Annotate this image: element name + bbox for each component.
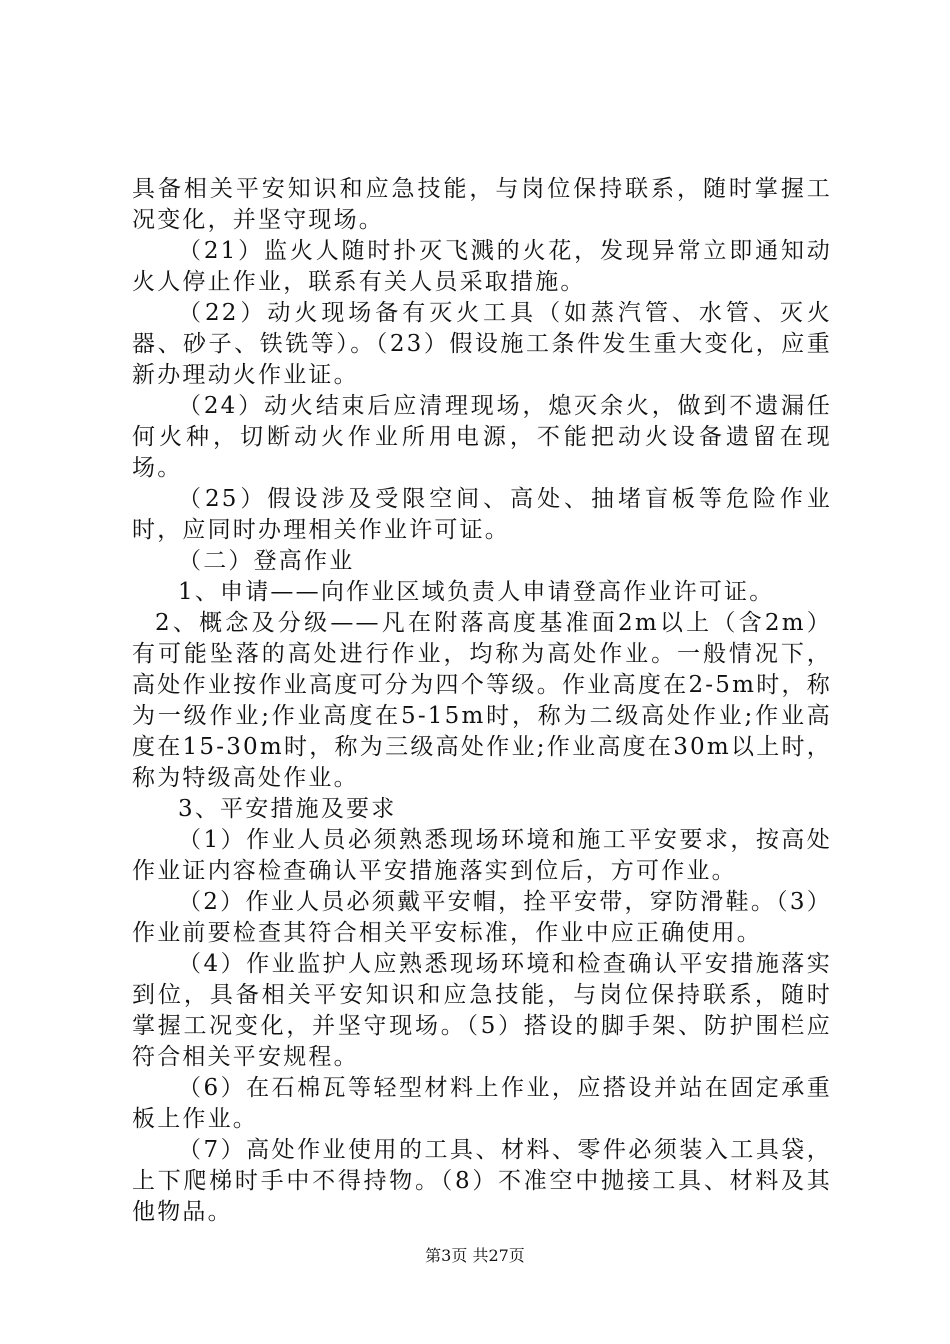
paragraph-measure-4-5: （4）作业监护人应熟悉现场环境和检查确认平安措施落实到位，具备相关平安知识和应急技能，与岗位保持联系，随时掌握工况变化，并坚守现场。（5）搭设的脚手架、防护围栏应符合相关平安规程。	[132, 951, 832, 1070]
paragraph-continuation: 具备相关平安知识和应急技能，与岗位保持联系，随时掌握工况变化，并坚守现场。	[132, 176, 832, 233]
paragraph-concept-grading: 2、概念及分级——凡在附落高度基准面2m以上（含2m）有可能坠落的高处进行作业，均称为高处作业。一般情况下，高处作业按作业高度可分为四个等级。作业高度在2-5m时，称为一级作业;作业高度在5-15m时，称为二级高处作业;作业高度在15-30m时，称为三级高处作业;作业高度在30m以上时，称为特级高处作业。	[132, 610, 832, 791]
paragraph-item-25: （25）假设涉及受限空间、高处、抽堵盲板等危险作业时，应同时办理相关作业许可证。	[132, 486, 832, 543]
paragraph-measure-7-8: （7）高处作业使用的工具、材料、零件必须装入工具袋，上下爬梯时手中不得持物。（8）不准空中抛接工具、材料及其他物品。	[132, 1137, 832, 1225]
paragraph-item-22-23: （22）动火现场备有灭火工具（如蒸汽管、水管、灭火器、砂子、铁铣等）。（23）假设施工条件发生重大变化，应重新办理动火作业证。	[132, 300, 832, 388]
paragraph-measure-6: （6）在石棉瓦等轻型材料上作业，应搭设并站在固定承重板上作业。	[132, 1075, 832, 1132]
section-heading-climbing: （二）登高作业	[178, 548, 355, 574]
paragraph-application: 1、申请——向作业区域负责人申请登高作业许可证。	[178, 579, 775, 605]
paragraph-item-21: （21）监火人随时扑灭飞溅的火花，发现异常立即通知动火人停止作业，联系有关人员采取措施。	[132, 238, 832, 295]
page-footer	[0, 1243, 950, 1266]
page-number: 第3页 共27页	[425, 1246, 525, 1265]
paragraph-item-24: （24）动火结束后应清理现场，熄灭余火，做到不遗漏任何火种，切断动火作业所用电源，不能把动火设备遗留在现场。	[132, 393, 832, 481]
paragraph-measure-1: （1）作业人员必须熟悉现场环境和施工平安要求，按高处作业证内容检查确认平安措施落实到位后，方可作业。	[132, 827, 832, 884]
paragraph-measure-2-3: （2）作业人员必须戴平安帽，拴平安带，穿防滑鞋。（3）作业前要检查其符合相关平安标准，作业中应正确使用。	[132, 889, 832, 946]
document-body	[132, 174, 832, 1228]
subheading-safety-measures: 3、平安措施及要求	[178, 796, 397, 822]
